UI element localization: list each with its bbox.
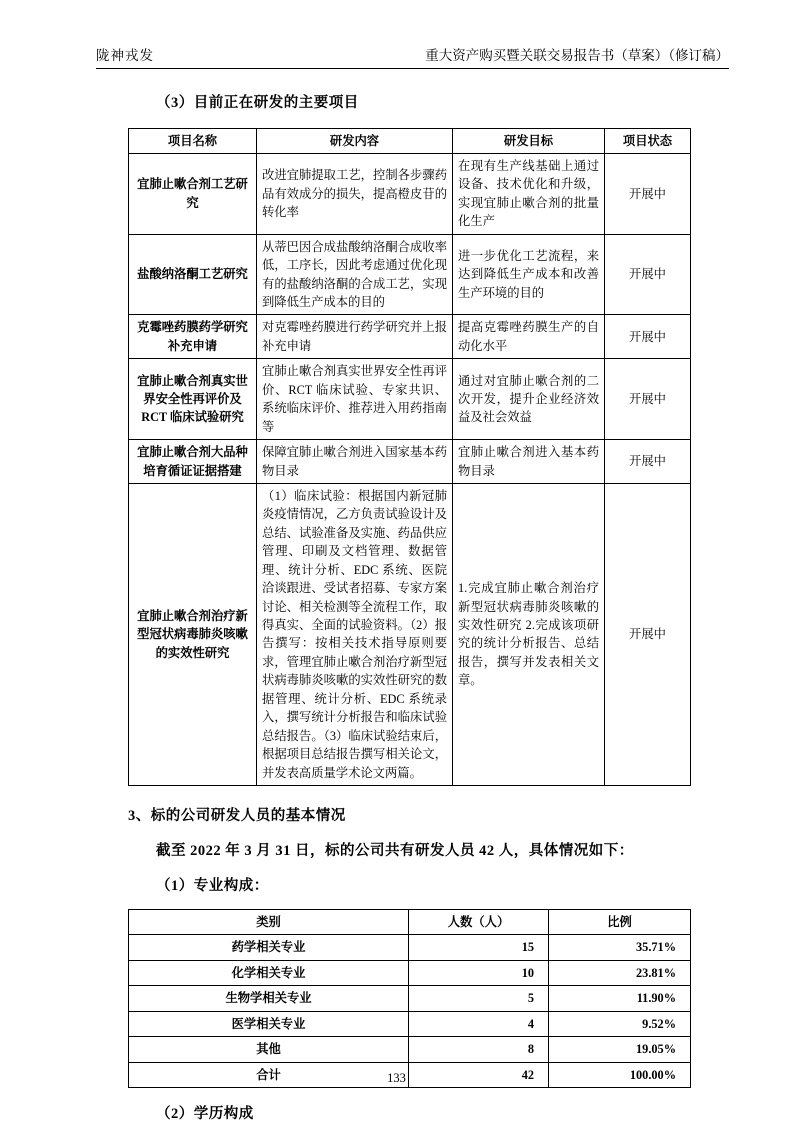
page-header — [96, 44, 729, 64]
category-label: 医学相关专业 — [129, 1011, 409, 1036]
project-name: 克霉唑药膜药学研究补充申请 — [129, 315, 257, 359]
table-row — [129, 960, 691, 985]
heading-staff: 3、标的公司研发人员的基本情况 — [128, 807, 346, 824]
table-row — [129, 440, 691, 484]
page-content — [128, 90, 690, 1122]
project-name: 宜肺止嗽合剂治疗新型冠状病毒肺炎咳嗽的实效性研究 — [129, 483, 257, 785]
heading-major: （1）专业构成： — [156, 877, 269, 894]
category-count: 10 — [409, 960, 549, 985]
table-row — [129, 359, 691, 440]
project-content: 保障宜肺止嗽合剂进入国家基本药物目录 — [257, 440, 453, 484]
project-content: 对克霉唑药膜进行药学研究并上报补充申请 — [257, 315, 453, 359]
project-status: 开展中 — [605, 359, 691, 440]
project-goal: 提高克霉唑药膜生产的自动化水平 — [453, 315, 605, 359]
table-header-row — [129, 909, 691, 934]
category-count: 4 — [409, 1011, 549, 1036]
table-row — [129, 234, 691, 315]
total-count: 42 — [409, 1062, 549, 1087]
category-label: 药学相关专业 — [129, 935, 409, 960]
heading-education: （2）学历构成 — [156, 1106, 254, 1122]
category-count: 5 — [409, 986, 549, 1011]
project-goal: 进一步优化工艺流程，来达到降低生产成本和改善生产环境的目的 — [453, 234, 605, 315]
total-ratio: 100.00% — [549, 1062, 691, 1087]
major-composition-table — [128, 909, 691, 1088]
project-content: 宜肺止嗽合剂真实世界安全性再评价、RCT 临床试验、专家共识、系统临床评价、推荐进入用药指南等 — [257, 359, 453, 440]
project-status: 开展中 — [605, 440, 691, 484]
col-header-category: 类别 — [129, 909, 409, 934]
project-goal: 通过对宜肺止嗽合剂的二次开发，提升企业经济效益及社会效益 — [453, 359, 605, 440]
col-header-count: 人数（人） — [409, 909, 549, 934]
total-label: 合计 — [129, 1062, 409, 1087]
project-name: 宜肺止嗽合剂工艺研究 — [129, 153, 257, 234]
category-ratio: 19.05% — [549, 1037, 691, 1062]
category-label: 生物学相关专业 — [129, 986, 409, 1011]
heading-projects: （3）目前正在研发的主要项目 — [156, 95, 359, 111]
table-header-row — [129, 128, 691, 153]
project-status: 开展中 — [605, 315, 691, 359]
category-ratio: 11.90% — [549, 986, 691, 1011]
project-name: 盐酸纳洛酮工艺研究 — [129, 234, 257, 315]
project-status: 开展中 — [605, 153, 691, 234]
project-status: 开展中 — [605, 483, 691, 785]
project-goal: 在现有生产线基础上通过设备、技术优化和升级，实现宜肺止嗽合剂的批量化生产 — [453, 153, 605, 234]
table-row — [129, 153, 691, 234]
category-ratio: 35.71% — [549, 935, 691, 960]
table-row — [129, 315, 691, 359]
category-ratio: 9.52% — [549, 1011, 691, 1036]
table-row — [129, 986, 691, 1011]
category-ratio: 23.81% — [549, 960, 691, 985]
page-number: 133 — [387, 1071, 406, 1085]
table-row — [129, 1011, 691, 1036]
project-name: 宜肺止嗽合剂大品种培育循证证据搭建 — [129, 440, 257, 484]
project-goal: 1.完成宜肺止嗽合剂治疗新型冠状病毒肺炎咳嗽的实效性研究 2.完成该项研究的统计分析报告、总结报告，撰写并发表相关文章。 — [453, 483, 605, 785]
category-count: 15 — [409, 935, 549, 960]
col-header-ratio: 比例 — [549, 909, 691, 934]
header-divider — [96, 68, 729, 69]
table-row — [129, 1037, 691, 1062]
table-row — [129, 935, 691, 960]
col-header-content: 研发内容 — [257, 128, 453, 153]
category-label: 其他 — [129, 1037, 409, 1062]
project-goal: 宜肺止嗽合剂进入基本药物目录 — [453, 440, 605, 484]
category-label: 化学相关专业 — [129, 960, 409, 985]
project-status: 开展中 — [605, 234, 691, 315]
table-row — [129, 483, 691, 785]
projects-table — [128, 128, 691, 786]
col-header-status: 项目状态 — [605, 128, 691, 153]
header-document-title: 重大资产购买暨关联交易报告书（草案）（修订稿） — [425, 48, 729, 63]
col-header-goal: 研发目标 — [453, 128, 605, 153]
project-content: 改进宜肺提取工艺，控制各步骤药品有效成分的损失，提高橙皮苷的转化率 — [257, 153, 453, 234]
project-content: 从蒂巴因合成盐酸纳洛酮合成收率低，工序长，因此考虑通过优化现有的盐酸纳洛酮的合成工艺，实现到降低生产成本的目的 — [257, 234, 453, 315]
page-footer — [0, 1071, 793, 1086]
header-company-name: 陇神戎发 — [96, 48, 154, 63]
project-content: （1）临床试验：根据国内新冠肺炎疫情情况，乙方负责试验设计及总结、试验准备及实施、药品供应管理、印刷及文档管理、数据管理、统计分析、EDC 系统、医院洽谈跟进、受试者招募、专家方案讨论、相关检测等全流程工作，取得真实、全面的试验资料。（2）报告撰写：按相关技术指导原则要求，管理宜肺止嗽合剂治疗新型冠状病毒肺炎咳嗽的实效性研究的数据管理、统计分析、EDC 系统录入，撰写统计分析报告和临床试验总结报告。（3）临床试验结束后，根据项目总结报告撰写相关论文，并发表高质量学术论文两篇。 — [257, 483, 453, 785]
col-header-name: 项目名称 — [129, 128, 257, 153]
category-count: 8 — [409, 1037, 549, 1062]
project-name: 宜肺止嗽合剂真实世界安全性再评价及 RCT 临床试验研究 — [129, 359, 257, 440]
staff-sentence: 截至 2022 年 3 月 31 日，标的公司共有研发人员 42 人，具体情况如下： — [156, 842, 634, 859]
